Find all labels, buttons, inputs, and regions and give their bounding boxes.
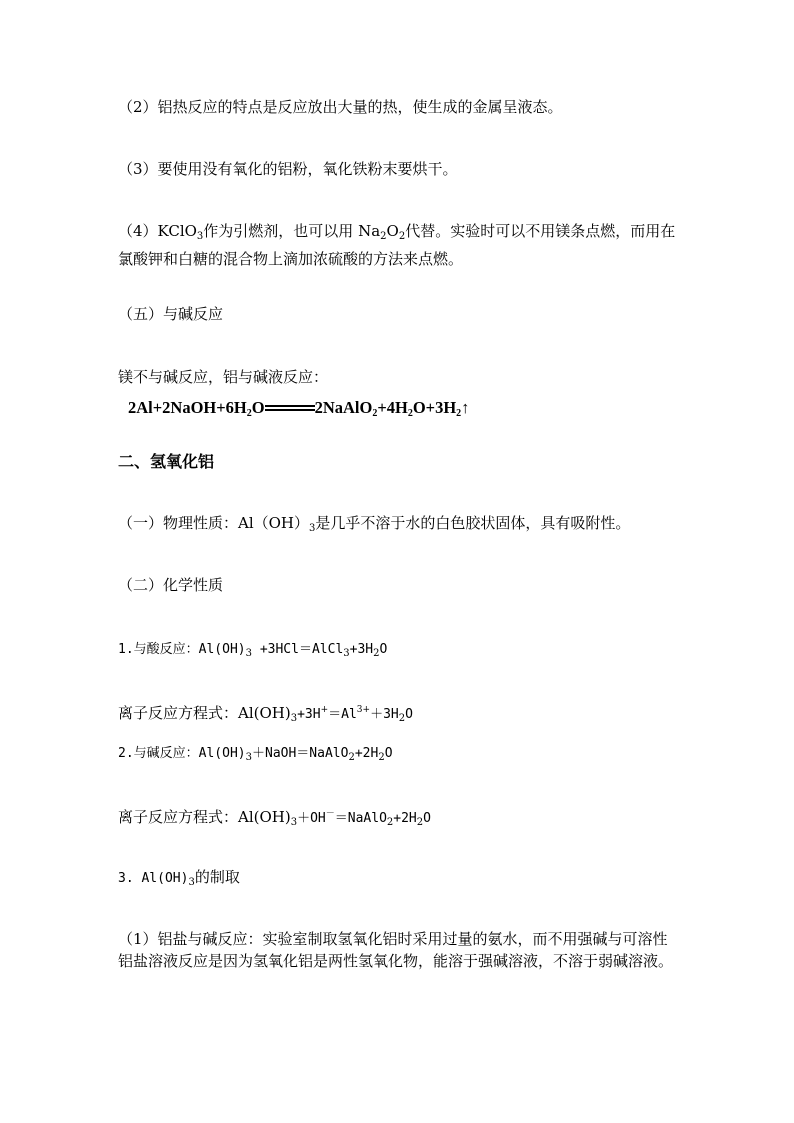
paragraph-thermite-feature: （2）铝热反应的特点是反应放出大量的热，使生成的金属呈液态。 <box>118 98 563 116</box>
paragraph-acid-reaction: 1.与酸反应：$Al(OH)_3$ $+3HCl=AlCl_3+3H_2O$ <box>118 642 388 659</box>
paragraph-base-reaction: 2.与碱反应：$Al(OH)_3+NaOH=NaAlO_2+2H_2O$ <box>118 746 393 763</box>
heading-aluminum-hydroxide: 二、氢氧化铝 <box>118 452 215 471</box>
paragraph-aluminum-salt-base: （1）铝盐与碱反应：实验室制取氢氧化铝时采用过量的氨水，而不用强碱与可溶性铝盐溶液反应是因为氢氧化铝是两性氢氧化物，能溶于强碱溶液，不溶于弱碱溶液。 <box>118 930 674 970</box>
paragraph-acid-ionic-equation: 离子反应方程式：$Al(OH)_3+3H^+=Al^{3+}+3H_2O$ <box>118 704 413 724</box>
paragraph-mg-al-base: 镁不与碱反应，铝与碱液反应： <box>118 368 329 386</box>
equation-al-naoh: $2Al+2NaOH+6H_2O$ $2NaAlO_2+4H_2O+3H_2↑$ <box>128 398 470 419</box>
section-heading-base-reaction: （五）与碱反应 <box>118 305 224 323</box>
section-heading-chemical-properties: （二）化学性质 <box>118 576 224 594</box>
paragraph-aluminum-powder: （3）要使用没有氧化的铝粉，氧化铁粉末要烘干。 <box>118 160 458 178</box>
section-heading-preparation: 3. $Al(OH)_3$的制取 <box>118 868 240 888</box>
equals-arrow-icon <box>265 405 315 413</box>
paragraph-kclo3-ignition: （4）KClO$_3$作为引燃剂，也可以用 $Na_2O_2$代替。实验时可以不用镁条点燃，而用在氯酸钾和白糖的混合物上滴加浓硫酸的方法来点燃。 <box>118 222 676 268</box>
paragraph-physical-properties: （一）物理性质：$Al(OH)_3$是几乎不溶于水的白色胶状固体，具有吸附性。 <box>118 514 631 534</box>
paragraph-base-ionic-equation: 离子反应方程式：$Al(OH)_3+OH^-=NaAlO_2+2H_2O$ <box>118 808 431 828</box>
